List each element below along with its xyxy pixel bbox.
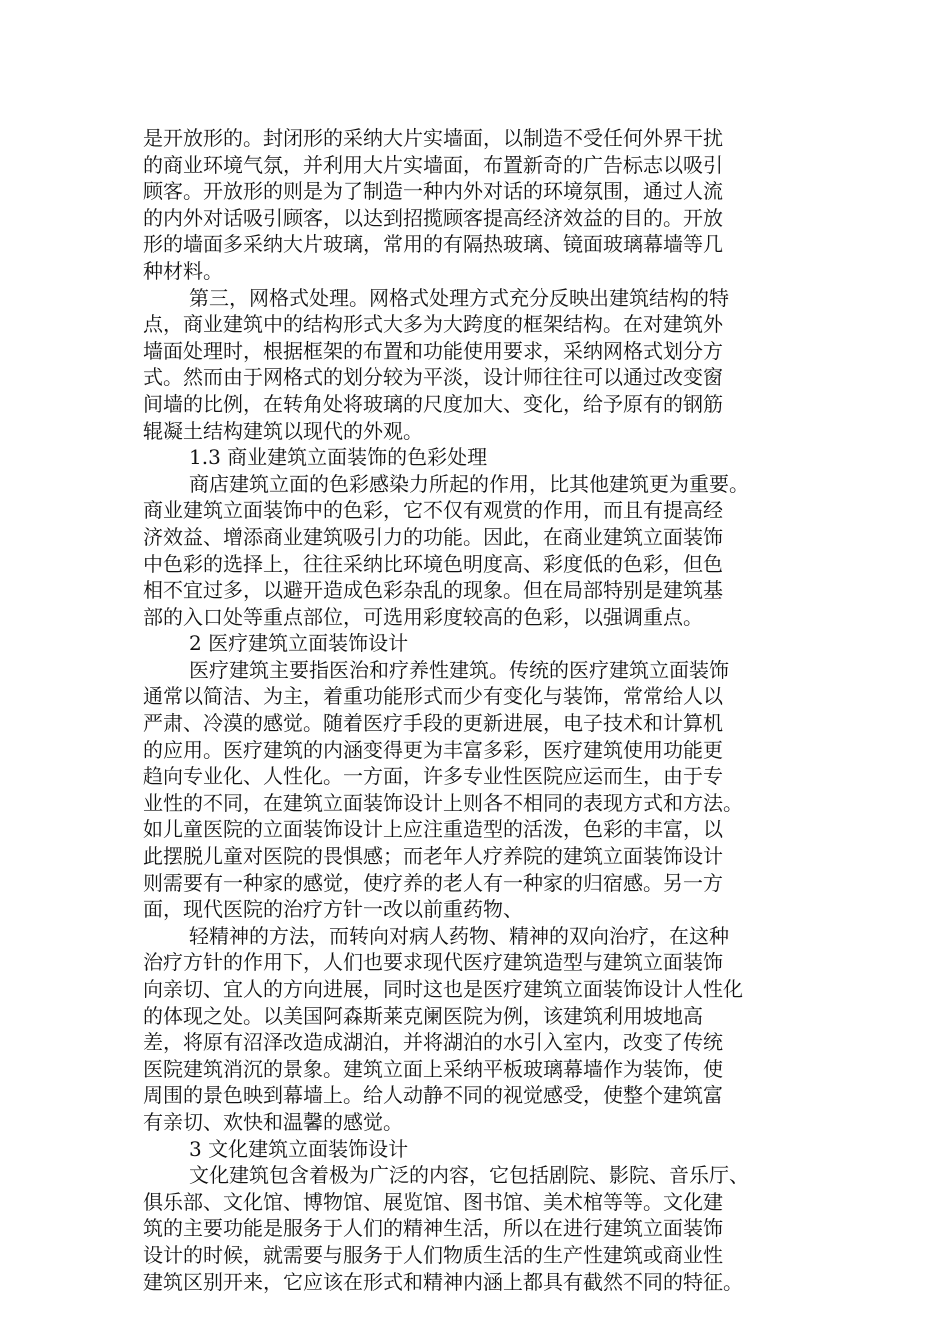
text-line: 筑的主要功能是服务于人们的精神生活，所以在进行建筑立面装饰: [143, 1216, 723, 1241]
text-line: 差，将原有沼泽改造成湖泊，并将湖泊的水引入室内，改变了传统: [143, 1030, 723, 1055]
text-line: 有亲切、欢快和温馨的感觉。: [143, 1109, 403, 1134]
text-line: 设计的时候，就需要与服务于人们物质生活的生产性建筑或商业性: [143, 1242, 723, 1267]
text-line: 此摆脱儿童对医院的畏惧感；而老年人疗养院的建筑立面装饰设计: [143, 844, 723, 869]
text-line: 面，现代医院的治疗方针一改以前重药物、: [143, 897, 523, 922]
text-line: 的商业环境气氛，并利用大片实墙面，布置新奇的广告标志以吸引: [143, 152, 723, 177]
text-line: 间墙的比例，在转角处将玻璃的尺度加大、变化，给予原有的钢筋: [143, 391, 723, 416]
text-line: 商店建筑立面的色彩感染力所起的作用，比其他建筑更为重要。: [189, 471, 749, 496]
text-line: 墙面处理时，根据框架的布置和功能使用要求，采纳网格式划分方: [143, 338, 723, 363]
text-line: 种材料。: [143, 258, 223, 283]
text-line: 式。然而由于网格式的划分较为平淡，设计师往往可以通过改变窗: [143, 365, 723, 390]
text-line: 的体现之处。以美国阿森斯莱克阑医院为例，该建筑利用坡地高: [143, 1003, 703, 1028]
text-line: 的应用。医疗建筑的内涵变得更为丰富多彩，医疗建筑使用功能更: [143, 737, 723, 762]
text-line: 业性的不同，在建筑立面装饰设计上则各不相同的表现方式和方法。: [143, 790, 743, 815]
text-line: 部的入口处等重点部位，可选用彩度较高的色彩，以强调重点。: [143, 604, 703, 629]
text-line: 医院建筑消沉的景象。建筑立面上采纳平板玻璃幕墙作为装饰，使: [143, 1056, 723, 1081]
text-line: 则需要有一种家的感觉，使疗养的老人有一种家的归宿感。另一方: [143, 870, 723, 895]
text-line: 医疗建筑主要指医治和疗养性建筑。传统的医疗建筑立面装饰: [189, 657, 729, 682]
text-line: 的内外对话吸引顾客，以达到招揽顾客提高经济效益的目的。开放: [143, 205, 723, 230]
text-line: 通常以简洁、为主，着重功能形式而少有变化与装饰，常常给人以: [143, 684, 723, 709]
text-line: 俱乐部、文化馆、博物馆、展览馆、图书馆、美术棺等等。文化建: [143, 1189, 723, 1214]
text-line: 是开放形的。封闭形的采纳大片实墙面，以制造不受任何外界干扰: [143, 126, 723, 150]
text-line: 相不宜过多，以避开造成色彩杂乱的现象。但在局部特别是建筑基: [143, 578, 723, 603]
text-line: 向亲切、宜人的方向进展，同时这也是医疗建筑立面装饰设计人性化: [143, 977, 743, 1001]
text-line: 顾客。开放形的则是为了制造一种内外对话的环境氛围，通过人流: [143, 179, 723, 204]
text-line: 治疗方针的作用下，人们也要求现代医疗建筑造型与建筑立面装饰: [143, 950, 723, 975]
text-line: 轻精神的方法，而转向对病人药物、精神的双向治疗，在这种: [189, 923, 729, 948]
text-line: 济效益、增添商业建筑吸引力的功能。因此，在商业建筑立面装饰: [143, 524, 723, 549]
text-line: 周围的景色映到幕墙上。给人动静不同的视觉感受，使整个建筑富: [143, 1083, 723, 1108]
text-line: 中色彩的选择上，往往采纳比环境色明度高、彩度低的色彩，但色: [143, 551, 723, 576]
text-line: 商业建筑立面装饰中的色彩，它不仅有观赏的作用，而且有提高经: [143, 498, 723, 523]
text-line: 2 医疗建筑立面装饰设计: [189, 631, 409, 656]
text-line: 趋向专业化、人性化。一方面，许多专业性医院应运而生，由于专: [143, 764, 723, 789]
text-line: 建筑区别开来，它应该在形式和精神内涵上都具有截然不同的特征。: [143, 1269, 743, 1294]
text-line: 第三，网格式处理。网格式处理方式充分反映出建筑结构的特: [189, 285, 729, 310]
text-line: 如儿童医院的立面装饰设计上应注重造型的活泼，色彩的丰富，以: [143, 817, 723, 842]
text-line: 严肃、冷漠的感觉。随着医疗手段的更新进展，电子技术和计算机: [143, 711, 723, 736]
document-body: [143, 125, 815, 1295]
text-line: 文化建筑包含着极为广泛的内容，它包括剧院、影院、音乐厅、: [189, 1163, 749, 1188]
text-line: 辊凝土结构建筑以现代的外观。: [143, 418, 423, 443]
text-line: 点，商业建筑中的结构形式大多为大跨度的框架结构。在对建筑外: [143, 312, 723, 337]
text-line: 形的墙面多采纳大片玻璃，常用的有隔热玻璃、镜面玻璃幕墙等几: [143, 232, 723, 257]
text-line: 3 文化建筑立面装饰设计: [189, 1136, 409, 1161]
text-line: 1.3 商业建筑立面装饰的色彩处理: [189, 445, 488, 470]
